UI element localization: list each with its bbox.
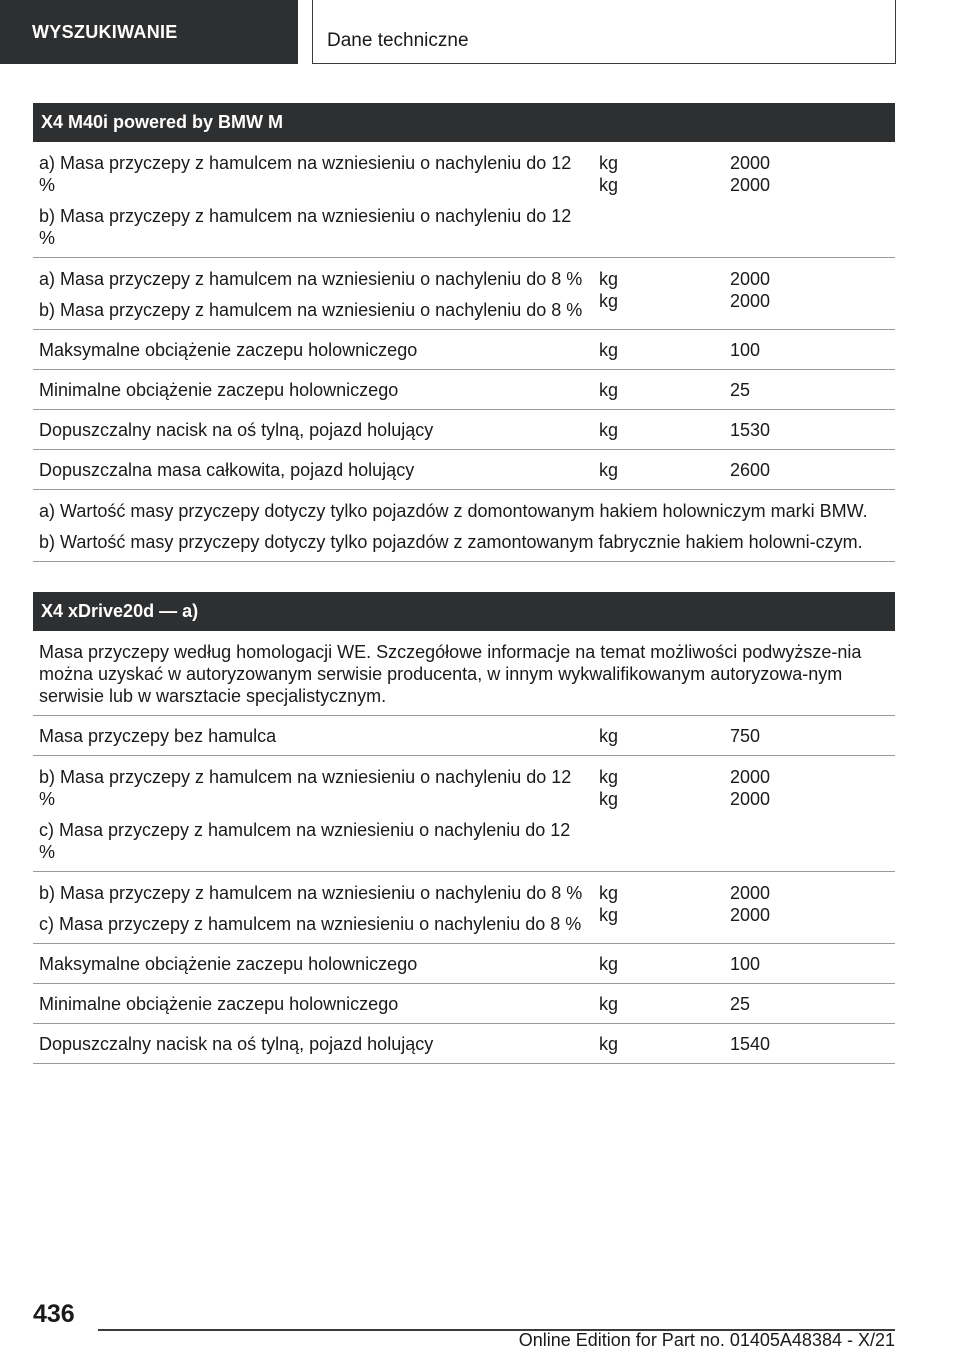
table-row <box>33 716 895 756</box>
section-intro <box>33 631 895 716</box>
row-value: 1540 <box>730 1034 771 1054</box>
row-value: 100 <box>730 340 761 360</box>
row-value: 2000 <box>730 905 771 925</box>
table-row <box>33 450 895 490</box>
row-unit: kg <box>599 380 619 400</box>
row-description: b) Masa przyczepy z hamulcem na wzniesieniu o nachyleniu do 8 % <box>39 300 583 320</box>
row-description: Maksymalne obciążenie zaczepu holowniczego <box>39 954 418 974</box>
row-value: 2600 <box>730 460 771 480</box>
row-value: 2000 <box>730 789 771 809</box>
table-row <box>33 410 895 450</box>
table-row <box>33 330 895 370</box>
row-unit: kg <box>599 883 619 903</box>
row-description: b) Masa przyczepy z hamulcem na wzniesieniu o nachyleniu do 12 % <box>39 206 572 248</box>
table-row <box>33 984 895 1024</box>
row-description: b) Masa przyczepy z hamulcem na wzniesieniu o nachyleniu do 12 % <box>39 767 572 809</box>
search-tab[interactable]: WYSZUKIWANIE <box>0 0 298 64</box>
row-unit: kg <box>599 789 619 809</box>
row-value: 2000 <box>730 175 771 195</box>
row-unit: kg <box>599 767 619 787</box>
edition-info: Online Edition for Part no. 01405A48384 - X/21 <box>518 1330 895 1350</box>
row-description: Dopuszczalna masa całkowita, pojazd holujący <box>39 460 415 480</box>
row-unit: kg <box>599 994 619 1014</box>
row-description: Masa przyczepy bez hamulca <box>39 726 277 746</box>
row-unit: kg <box>599 905 619 925</box>
row-description: c) Masa przyczepy z hamulcem na wzniesieniu o nachyleniu do 8 % <box>39 914 582 934</box>
table-row <box>33 872 895 944</box>
row-description: c) Masa przyczepy z hamulcem na wzniesieniu o nachyleniu do 12 % <box>39 820 571 862</box>
row-value: 2000 <box>730 269 771 289</box>
footnotes <box>33 490 895 562</box>
row-value: 2000 <box>730 291 771 311</box>
page-content <box>33 103 895 1064</box>
row-unit: kg <box>599 291 619 311</box>
section-title: X4 xDrive20d — a) <box>33 592 895 631</box>
table-row <box>33 756 895 872</box>
table-row <box>33 258 895 330</box>
row-unit: kg <box>599 1034 619 1054</box>
row-value: 100 <box>730 954 761 974</box>
row-unit: kg <box>599 153 619 173</box>
table-row <box>33 370 895 410</box>
intro-text: Masa przyczepy według homologacji WE. Szczegółowe informacje na temat możliwości podwyższe-nia można uzyskać w autoryzowanym serwisie producenta, w innym wykwalifikowanym autoryzowa-nym serwisie lub w warsztacie specjalistycznym. <box>39 642 862 706</box>
section-tab[interactable] <box>312 0 896 64</box>
row-unit: kg <box>599 175 619 195</box>
section-tab-label: Dane techniczne <box>327 30 469 51</box>
page-number: 436 <box>33 1300 75 1328</box>
row-description: Minimalne obciążenie zaczepu holowniczego <box>39 994 399 1014</box>
row-unit: kg <box>599 460 619 480</box>
table-row <box>33 1024 895 1064</box>
table-row <box>33 944 895 984</box>
row-value: 1530 <box>730 420 771 440</box>
row-description: Dopuszczalny nacisk na oś tylną, pojazd holujący <box>39 420 434 440</box>
row-value: 25 <box>730 380 751 400</box>
row-description: Minimalne obciążenie zaczepu holowniczego <box>39 380 399 400</box>
row-value: 750 <box>730 726 761 746</box>
footnote: a) Wartość masy przyczepy dotyczy tylko pojazdów z domontowanym hakiem holowniczym marki BMW. <box>39 501 868 521</box>
row-unit: kg <box>599 269 619 289</box>
footnote: b) Wartość masy przyczepy dotyczy tylko pojazdów z zamontowanym fabrycznie hakiem holowni-czym. <box>39 532 863 552</box>
top-navigation <box>0 0 960 66</box>
row-description: a) Masa przyczepy z hamulcem na wzniesieniu o nachyleniu do 12 % <box>39 153 572 195</box>
row-value: 2000 <box>730 153 771 173</box>
row-unit: kg <box>599 420 619 440</box>
row-unit: kg <box>599 726 619 746</box>
row-description: Maksymalne obciążenie zaczepu holowniczego <box>39 340 418 360</box>
row-description: b) Masa przyczepy z hamulcem na wzniesieniu o nachyleniu do 8 % <box>39 883 583 903</box>
row-value: 2000 <box>730 767 771 787</box>
row-unit: kg <box>599 954 619 974</box>
table-row <box>33 142 895 258</box>
row-description: Dopuszczalny nacisk na oś tylną, pojazd holujący <box>39 1034 434 1054</box>
row-description: a) Masa przyczepy z hamulcem na wzniesieniu o nachyleniu do 8 % <box>39 269 583 289</box>
row-value: 25 <box>730 994 751 1014</box>
row-unit: kg <box>599 340 619 360</box>
section-title: X4 M40i powered by BMW M <box>33 103 895 142</box>
row-value: 2000 <box>730 883 771 903</box>
